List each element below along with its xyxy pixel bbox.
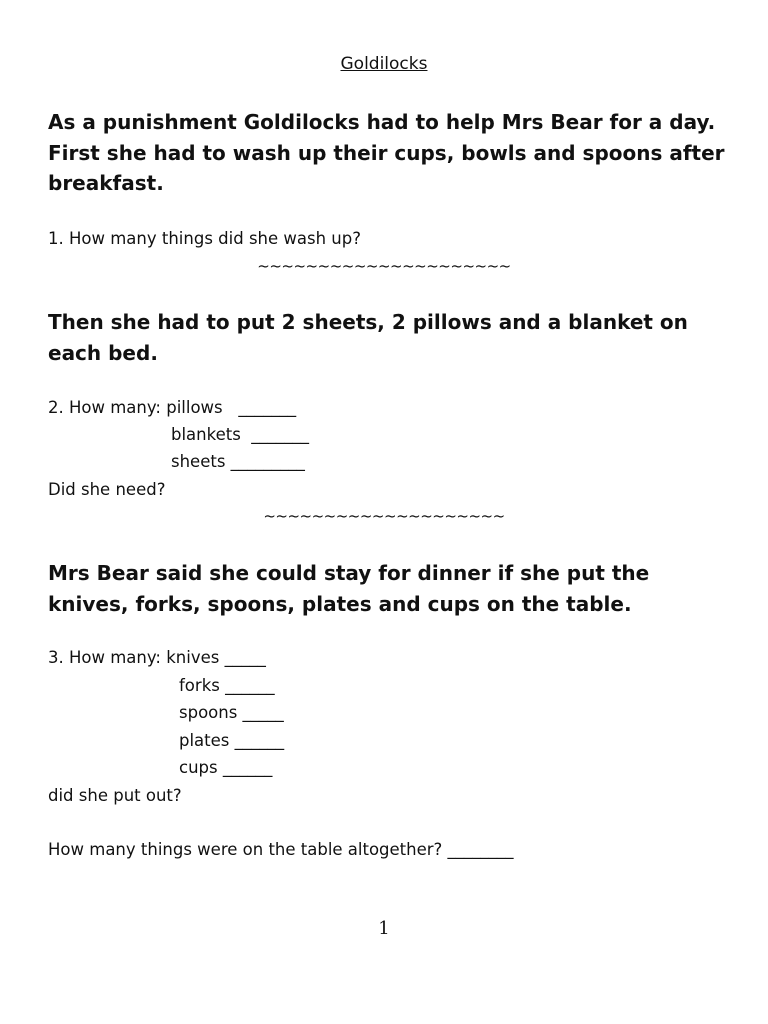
question-3-spoons: spoons _____ — [179, 703, 284, 722]
question-3-forks: forks ______ — [179, 676, 275, 695]
question-2-pillows: 2. How many: pillows _______ — [48, 398, 297, 417]
worksheet-title: Goldilocks — [340, 54, 428, 74]
story-paragraph-3: Mrs Bear said she could stay for dinner if she put the knives, forks, spoons, plates and cups on the table. — [48, 561, 650, 616]
question-2-blankets: blankets _______ — [171, 425, 310, 444]
story-paragraph-2: Then she had to put 2 sheets, 2 pillows and a blanket on each bed. — [48, 310, 688, 365]
story-paragraph-1: As a punishment Goldilocks had to help Mrs Bear for a day. First she had to wash up their cups, bowls and spoons after breakfast. — [48, 110, 725, 195]
question-3-knives: 3. How many: knives _____ — [48, 648, 266, 667]
page-number: 1 — [378, 918, 390, 939]
question-2-closing: Did she need? — [48, 480, 166, 499]
question-1: 1. How many things did she wash up? — [48, 229, 361, 248]
question-2-sheets: sheets _________ — [171, 452, 305, 471]
section-divider-1: ~~~~~~~~~~~~~~~~~~~~~ — [257, 257, 511, 275]
section-divider-2: ~~~~~~~~~~~~~~~~~~~~ — [263, 507, 505, 525]
question-3-plates: plates ______ — [179, 731, 285, 750]
question-3-cups: cups ______ — [179, 758, 273, 777]
question-total: How many things were on the table altogether? ________ — [48, 840, 514, 859]
question-3-closing: did she put out? — [48, 786, 182, 805]
